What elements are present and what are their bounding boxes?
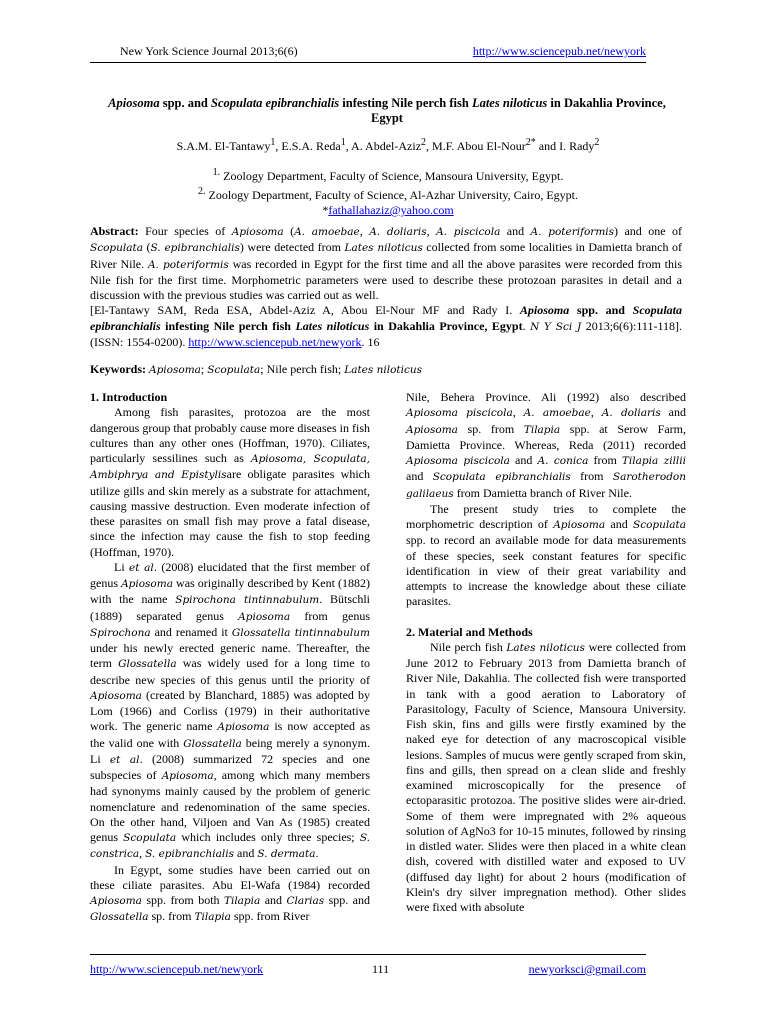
text-run: which includes only three species; [176, 830, 360, 844]
citation-link[interactable]: http://www.sciencepub.net/newyork [188, 335, 362, 350]
text-run: . Bütschli (1889) separated genus [90, 592, 370, 623]
species-name: Apiosoma, Scopulata, Ambiphrya and Epistylis [90, 453, 370, 482]
abstract-species: Apiosoma [231, 226, 284, 238]
text-run: were collected from June 2012 to February 2013 from Damietta branch of River Nile, Dakahlia. The collected fish were transported in tank with a good aeration to Laboratory of Parasitology, Faculty of Science, Mansoura University. Fish skin, fins and gills were firstly examined by the naked eye for detection of any macroscopical visible lesions. Samples of mucus were gently scraped from skin, fins and gills, then spread on a clean slide and freshly examined microscopically for the presence of ectoparasitic protozoa. The positive slides were air-dried. Some of them were impregnated with 2% aqueous solution of AgNo3 for 10-15 minutes, followed by rinsing in distled water. Slides were then placed in a white clean dish, covered with distilled water and exposed to UV (diffused day light) for about 2 hours (modification of Klein's dry silver impregnation method). Other slides were fixed with absolute [406, 639, 686, 914]
author-affil-mark: 2 [594, 137, 600, 148]
text-run: and [660, 405, 686, 420]
article-title [96, 96, 678, 126]
species-name: A. amoebae [523, 407, 591, 420]
species-name: Apiosoma [553, 519, 606, 531]
text-run: , [139, 846, 146, 861]
intro-paragraph-2 [90, 560, 370, 863]
text-run: spp. from River [230, 909, 310, 924]
species-name: S. constrica [90, 832, 370, 861]
species-name: Tilapia [523, 423, 561, 436]
page-footer [90, 962, 646, 980]
abstract-species: A. amoebae [294, 226, 360, 238]
species-name: Glossatella tintinnabulum [231, 626, 370, 639]
corresponding-email-link[interactable]: fathallahaziz@yahoo.com [328, 203, 454, 217]
citation-run: infesting Nile perch fish [160, 318, 296, 333]
text-run: and renamed it [150, 624, 232, 639]
species-name: Spirochona [90, 626, 151, 639]
intro-paragraph-1 [90, 405, 370, 560]
footer-divider [90, 954, 646, 955]
species-name: Sarotherodon galilaeus [406, 471, 687, 500]
abstract-text [90, 224, 682, 303]
author-list [90, 137, 686, 154]
text-run: spp. and [324, 893, 370, 907]
species-name: Apiosoma [161, 770, 214, 782]
header-divider [90, 62, 646, 63]
citation-species: Lates niloticus [295, 318, 370, 333]
et-al: et al. [109, 753, 143, 766]
abstract-species: A. poteriformis [147, 258, 229, 271]
citation-run: spp. and [569, 303, 633, 318]
section-gap [406, 610, 686, 625]
citation-species: Apiosoma [519, 303, 570, 318]
title-text: spp. and [159, 96, 212, 110]
species-name: Glossatella [90, 911, 149, 924]
affiliation-2 [90, 184, 686, 203]
text-run: from [570, 469, 613, 484]
author-name: and I. Rady [535, 139, 595, 153]
affiliation-number: 1. [212, 167, 221, 178]
text-run: sp. from [457, 421, 524, 436]
abstract-run: Four species of [138, 224, 232, 238]
abstract-label: Abstract: [90, 224, 139, 238]
keywords-line [90, 362, 682, 377]
citation-run: . [522, 318, 531, 333]
abstract-run: , [426, 224, 437, 238]
citation-run: [El-Tantawy SAM, Reda ESA, Abdel-Aziz A, Abou El-Nour MF and Rady I. [90, 303, 520, 318]
keyword: Lates niloticus [344, 364, 423, 376]
text-run: and [260, 893, 287, 907]
abstract-block [90, 224, 682, 350]
species-name: Apiosoma piscicola [406, 407, 513, 420]
et-al: et al. [129, 561, 158, 574]
text-run: being merely a synonym. Li [90, 735, 370, 766]
abstract-run: collected from some localities in Damietta branch of River Nile. [90, 240, 682, 271]
abstract-run: ( [142, 240, 151, 255]
species-name: Clarias [286, 895, 325, 907]
title-genus-2: Scopulata epibranchialis [211, 96, 340, 110]
species-name: Tilapia zillii [621, 455, 687, 467]
text-run: The present study tries to complete the morphometric description of [406, 501, 686, 531]
text-run: was originally described by Kent (1882) with the name [90, 576, 370, 607]
text-run: . [315, 846, 319, 861]
keyword: ; Nile perch fish; [260, 362, 345, 376]
text-run: Nile perch fish [430, 639, 507, 654]
footer-journal-link[interactable]: http://www.sciencepub.net/newyork [90, 962, 264, 976]
keyword: Scopulata [207, 364, 261, 376]
header-journal-link[interactable]: http://www.sciencepub.net/newyork [472, 44, 646, 58]
text-run: and [234, 846, 258, 861]
species-name: Apiosoma [217, 721, 270, 734]
title-host-species: Lates niloticus [471, 96, 548, 110]
left-column [90, 390, 370, 926]
species-name: A. doliaris [601, 407, 661, 420]
abstract-species: S. epibranchialis [150, 242, 240, 255]
page-number: 111 [372, 962, 390, 976]
journal-name: New York Science Journal 2013;6(6) [120, 44, 298, 58]
footer-email-link[interactable]: newyorksci@gmail.com [528, 962, 646, 976]
citation-journal: N Y Sci J [530, 320, 582, 333]
author-name: , M.F. Abou El-Nour [426, 139, 526, 153]
author-affil-mark: 1 [340, 137, 346, 148]
species-name: Apiosoma [121, 578, 173, 590]
species-name: Apiosoma [238, 610, 291, 623]
abstract-run: ) were detected from [239, 240, 345, 255]
text-run: In Egypt, some studies have been carried out on these ciliate parasites. Abu El-Wafa (1984) recorded [90, 862, 370, 892]
species-name: Spirochona tintinnabulum [175, 594, 320, 607]
affiliation-1 [90, 165, 686, 184]
text-run: spp. from both [141, 893, 224, 907]
text-run: , [512, 405, 524, 420]
corresponding-email [90, 203, 686, 218]
text-run: and [406, 469, 433, 484]
abstract-run: ( [283, 224, 295, 238]
title-text: in Dakahlia Province, Egypt [371, 96, 666, 125]
corresponding-mark: * [322, 203, 329, 217]
abstract-run: and [500, 224, 531, 238]
running-header [90, 44, 646, 62]
text-run: spp. at Serow Farm, Damietta Province. Whereas, Reda (2011) recorded [406, 421, 687, 452]
text-run: Li [114, 559, 129, 574]
text-run: was widely used for a long time to describe new species of this genus until the priority of [90, 656, 370, 687]
species-name: Apiosoma [90, 689, 142, 702]
text-run: and [509, 453, 538, 467]
text-run: , [590, 405, 602, 420]
title-genus-1: Apiosoma [108, 96, 160, 110]
abstract-run: was recorded in Egypt for the first time and all the above parasites were recorded from this Nile fish for the first time. Morphometric parameters were used to describe these protozoan parasites in detail and a discussion with the previous studies was carried out as well. [90, 256, 682, 303]
text-run: and [605, 517, 634, 531]
introduction-heading: 1. Introduction [90, 390, 168, 404]
text-run: Among fish parasites, protozoa are the most dangerous group that probably cause more diseases in fish cultures than any other ones (Hoffman, 1970). Ciliates, particularly sessilines such as [90, 405, 370, 465]
text-run: from genus [290, 608, 370, 623]
text-run: from [588, 453, 622, 467]
species-name: Lates niloticus [506, 641, 585, 654]
text-run: Nile, Behera Province. Ali (1992) also described [406, 390, 686, 404]
intro-paragraph-3-continued [406, 390, 686, 502]
abstract-species: Lates niloticus [344, 242, 423, 255]
text-run: is now accepted as the valid one with [90, 719, 370, 750]
text-run: (created by Blanchard, 1885) was adopted by Lom (1966) and Corliss (1979) in their authoritative work. The generic name [90, 687, 370, 734]
text-run: sp. from [148, 909, 195, 924]
author-name: , A. Abdel-Aziz [345, 139, 422, 153]
citation-run: 2013;6(6):111-118]. (ISSN: 1554-0200). [90, 318, 683, 350]
species-name: Tilapia [223, 895, 261, 907]
text-run: from Damietta branch of River Nile. [453, 485, 632, 500]
affiliation-text: Zoology Department, Faculty of Science, Mansoura University, Egypt. [220, 169, 564, 183]
species-name: Apiosoma [406, 423, 458, 436]
affiliations [90, 165, 686, 218]
species-name: Apiosoma [90, 895, 142, 907]
citation-run: in Dakahlia Province, Egypt [369, 318, 523, 333]
affiliation-text: Zoology Department, Faculty of Science, Al-Azhar University, Cairo, Egypt. [205, 188, 578, 202]
text-run: under his newly erected generic name. Thereafter, the term [90, 641, 370, 671]
species-name: Scopulata [123, 832, 177, 844]
keyword-sep: ; [200, 362, 208, 376]
text-run: (2008) elucidated that the first member of genus [90, 559, 370, 590]
keywords-label: Keywords: [90, 362, 146, 376]
abstract-species: A. poteriformis [530, 226, 615, 238]
text-run: spp. to record an available mode for data measurements of these species, seek constant features for specific identification in view of their great variability and attempts to increase the knowledge about these ciliate parasites. [406, 533, 686, 609]
text-run: , among which many members had synonyms mainly caused by the problem of generic nomenclature and redenomination of the same species. On the other hand, Viljoen and Van As (1985) created genus [90, 768, 370, 844]
abstract-run: ) and one of [614, 224, 682, 238]
methods-paragraph-1 [406, 640, 686, 916]
species-name: Glossatella [183, 737, 242, 750]
intro-paragraph-4 [406, 502, 686, 610]
author-affil-mark: 2* [525, 137, 536, 148]
affiliation-number: 2. [198, 186, 206, 197]
text-run: are obligate parasites which utilize gills and skin merely as a substrate for attachment, causing massive destruction. Even moderate infection of these parasites on small fish may prove a fatal disease, since the infection may cause the fish to stop feeding (Hoffman, 1970). [90, 467, 370, 559]
abstract-species: A. doliaris [369, 226, 427, 238]
species-name: Scopulata [633, 519, 687, 531]
methods-heading: 2. Material and Methods [406, 624, 533, 639]
species-name: Glossatella [118, 658, 177, 671]
species-name: Scopulata epibranchialis [432, 471, 571, 484]
abstract-species: Scopulata [90, 242, 143, 255]
author-name: , E.S.A. Reda [275, 139, 341, 153]
citation-run: . 16 [361, 335, 380, 350]
text-run: (2008) summarized 72 species and one subspecies of [90, 751, 370, 782]
citation-species: Scopulata epibranchialis [90, 303, 682, 333]
right-column [406, 390, 686, 915]
keyword: Apiosoma [149, 364, 201, 376]
author-affil-mark: 1 [270, 137, 276, 148]
title-text: infesting Nile perch fish [339, 96, 472, 110]
species-name: S. epibranchialis [145, 848, 235, 861]
intro-paragraph-3 [90, 863, 370, 926]
abstract-run: , [359, 224, 370, 238]
author-affil-mark: 2 [421, 137, 427, 148]
author-name: S.A.M. El-Tantawy [176, 139, 271, 153]
abstract-species: A. piscicola [436, 226, 501, 238]
species-name: Apiosoma piscicola [406, 455, 510, 467]
species-name: A. conica [537, 455, 589, 467]
species-name: Tilapia [194, 911, 231, 924]
species-name: S. dermata [257, 848, 316, 861]
citation-text [90, 303, 682, 350]
